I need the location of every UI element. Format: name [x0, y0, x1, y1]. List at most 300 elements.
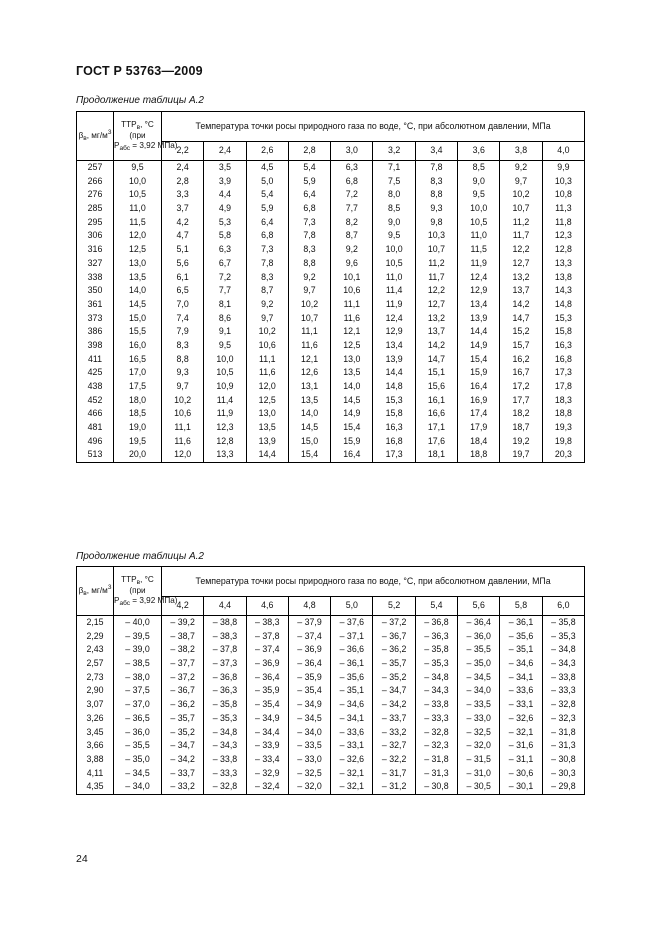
- table-cell: – 38,3: [246, 616, 288, 630]
- table-cell: 11,1: [288, 325, 330, 339]
- table-cell: 6,8: [246, 229, 288, 243]
- table-cell: – 33,4: [246, 753, 288, 767]
- table-cell: 12,8: [204, 435, 246, 449]
- table-cell: – 32,4: [246, 780, 288, 794]
- table-row: [77, 298, 585, 312]
- table-cell: – 36,4: [246, 671, 288, 685]
- table-cell: 12,0: [114, 229, 162, 243]
- pressure-header: 2,8: [288, 142, 330, 161]
- table-cell: 9,2: [246, 298, 288, 312]
- table-cell: 8,0: [373, 188, 415, 202]
- table-cell: 13,4: [373, 339, 415, 353]
- ttp-line-3: [114, 140, 178, 152]
- table-caption: Продолжение таблицы А.2: [76, 551, 204, 562]
- table-cell: 8,3: [288, 243, 330, 257]
- table-cell: 13,5: [246, 421, 288, 435]
- table-header: [77, 112, 585, 161]
- beta-unit: , мг/м: [86, 131, 108, 141]
- beta-subscript: в: [83, 135, 87, 143]
- table-cell: 9,7: [500, 175, 542, 189]
- table-cell: 3,9: [204, 175, 246, 189]
- table-cell: – 36,1: [500, 616, 542, 630]
- table-cell: – 36,8: [204, 671, 246, 685]
- table-cell: – 33,3: [542, 684, 584, 698]
- table-cell: 2,73: [77, 671, 114, 685]
- table-cell: – 32,8: [415, 726, 457, 740]
- table-cell: – 36,8: [415, 616, 457, 630]
- table-cell: 14,7: [500, 312, 542, 326]
- table-cell: – 40,0: [114, 616, 162, 630]
- table-cell: 3,66: [77, 739, 114, 753]
- table-row: [77, 325, 585, 339]
- table-cell: 19,8: [542, 435, 584, 449]
- ttp-symbol: ТТР: [121, 120, 137, 130]
- table-cell: 9,2: [288, 271, 330, 285]
- table-cell: – 32,3: [542, 712, 584, 726]
- table-cell: – 35,7: [162, 712, 204, 726]
- table-cell: – 30,6: [500, 767, 542, 781]
- table-cell: 6,3: [331, 161, 373, 175]
- table-cell: – 32,2: [373, 753, 415, 767]
- table-cell: 15,3: [542, 312, 584, 326]
- table-cell: 5,6: [162, 257, 204, 271]
- table-cell: – 35,5: [114, 739, 162, 753]
- table-cell: 6,8: [288, 202, 330, 216]
- table-cell: 10,0: [458, 202, 500, 216]
- table-cell: 12,4: [373, 312, 415, 326]
- pressure-header: 4,4: [204, 597, 246, 616]
- ttp-subscript: в: [136, 124, 141, 132]
- table-cell: 2,8: [162, 175, 204, 189]
- table-cell: 14,0: [288, 407, 330, 421]
- table-cell: 398: [77, 339, 114, 353]
- table-row: [77, 726, 585, 740]
- table-cell: 9,5: [114, 161, 162, 175]
- table-row: [77, 698, 585, 712]
- table-cell: 12,8: [542, 243, 584, 257]
- table-cell: 7,4: [162, 312, 204, 326]
- column-header-beta: [77, 567, 114, 616]
- table-cell: 7,3: [288, 216, 330, 230]
- ttp-p-value: = 3,92 МПа): [129, 140, 178, 150]
- table-cell: – 31,1: [500, 753, 542, 767]
- table-cell: 18,8: [542, 407, 584, 421]
- table-cell: 14,0: [114, 284, 162, 298]
- table-cell: – 35,1: [331, 684, 373, 698]
- pressure-header: 6,0: [542, 597, 584, 616]
- table-cell: 11,1: [162, 421, 204, 435]
- dew-point-table-2: [76, 566, 585, 795]
- table-cell: – 34,2: [373, 698, 415, 712]
- table-cell: – 33,9: [246, 739, 288, 753]
- table-cell: 20,3: [542, 448, 584, 462]
- table-cell: 15,8: [542, 325, 584, 339]
- table-row: [77, 380, 585, 394]
- table-cell: 16,3: [373, 421, 415, 435]
- table-cell: – 39,2: [162, 616, 204, 630]
- dew-point-table-1: [76, 111, 585, 463]
- table-cell: 4,7: [162, 229, 204, 243]
- table-cell: 8,1: [204, 298, 246, 312]
- table-cell: 3,88: [77, 753, 114, 767]
- table-cell: 10,6: [331, 284, 373, 298]
- table-cell: 3,5: [204, 161, 246, 175]
- table-cell: 513: [77, 448, 114, 462]
- table-cell: – 32,6: [331, 753, 373, 767]
- table-cell: – 35,0: [458, 657, 500, 671]
- table-row: [77, 271, 585, 285]
- table-cell: – 37,5: [114, 684, 162, 698]
- table-cell: 11,1: [246, 353, 288, 367]
- table-row: [77, 312, 585, 326]
- table-cell: 8,8: [415, 188, 457, 202]
- table-cell: 13,9: [246, 435, 288, 449]
- table-cell: 9,2: [500, 161, 542, 175]
- ttp-p-symbol: Р: [114, 140, 120, 150]
- table-cell: 257: [77, 161, 114, 175]
- table-cell: 18,4: [458, 435, 500, 449]
- table-cell: 17,0: [114, 366, 162, 380]
- table-cell: – 33,3: [204, 767, 246, 781]
- table-cell: – 37,4: [288, 630, 330, 644]
- ttp-p-value: = 3,92 МПа): [129, 595, 178, 605]
- table-cell: – 38,2: [162, 643, 204, 657]
- table-cell: 8,3: [246, 271, 288, 285]
- table-cell: – 35,7: [373, 657, 415, 671]
- table-cell: 12,1: [288, 353, 330, 367]
- table-cell: 11,5: [458, 243, 500, 257]
- table-cell: 9,3: [415, 202, 457, 216]
- table-cell: 14,8: [373, 380, 415, 394]
- table-cell: 9,7: [162, 380, 204, 394]
- pressure-header: 4,8: [288, 597, 330, 616]
- table-cell: 8,2: [331, 216, 373, 230]
- table-cell: 13,0: [114, 257, 162, 271]
- table-cell: – 35,2: [373, 671, 415, 685]
- table-cell: – 30,1: [500, 780, 542, 794]
- table-cell: 7,3: [246, 243, 288, 257]
- table-cell: – 37,6: [331, 616, 373, 630]
- table-cell: 17,2: [500, 380, 542, 394]
- table-cell: 5,4: [288, 161, 330, 175]
- table-cell: 15,3: [373, 394, 415, 408]
- table-cell: 452: [77, 394, 114, 408]
- ttp-unit: , °С: [140, 575, 154, 585]
- table-cell: 16,4: [331, 448, 373, 462]
- table-cell: – 30,8: [542, 753, 584, 767]
- ttp-p-subscript: абс: [119, 144, 130, 152]
- table-cell: 17,5: [114, 380, 162, 394]
- table-cell: 14,7: [415, 353, 457, 367]
- table-cell: 12,5: [114, 243, 162, 257]
- table-body: [77, 616, 585, 795]
- table-cell: 13,5: [288, 394, 330, 408]
- table-cell: 496: [77, 435, 114, 449]
- table-cell: 11,6: [162, 435, 204, 449]
- table-row: [77, 435, 585, 449]
- table-cell: 17,9: [458, 421, 500, 435]
- table-cell: 11,8: [542, 216, 584, 230]
- table-cell: 11,9: [373, 298, 415, 312]
- table-cell: 10,8: [542, 188, 584, 202]
- table-cell: – 33,8: [415, 698, 457, 712]
- table-cell: – 36,0: [458, 630, 500, 644]
- pressure-header: 3,6: [458, 142, 500, 161]
- table-cell: – 38,8: [204, 616, 246, 630]
- table-cell: – 32,1: [500, 726, 542, 740]
- table-cell: 2,29: [77, 630, 114, 644]
- table-cell: – 33,5: [288, 739, 330, 753]
- table-cell: 9,8: [415, 216, 457, 230]
- table-cell: 10,7: [288, 312, 330, 326]
- table-row: [77, 767, 585, 781]
- table-cell: – 32,8: [542, 698, 584, 712]
- table-cell: 2,90: [77, 684, 114, 698]
- table-cell: 15,9: [458, 366, 500, 380]
- table-cell: 14,2: [415, 339, 457, 353]
- table-cell: – 37,4: [246, 643, 288, 657]
- table-cell: 5,4: [246, 188, 288, 202]
- table-cell: – 36,9: [288, 643, 330, 657]
- table-cell: – 36,3: [415, 630, 457, 644]
- table-cell: 15,6: [415, 380, 457, 394]
- table-caption: Продолжение таблицы А.2: [76, 95, 204, 106]
- table-cell: 18,0: [114, 394, 162, 408]
- table-cell: – 31,5: [458, 753, 500, 767]
- table-cell: – 32,1: [331, 767, 373, 781]
- table-cell: 10,2: [162, 394, 204, 408]
- table-cell: 276: [77, 188, 114, 202]
- table-cell: – 33,7: [162, 767, 204, 781]
- table-cell: 16,6: [415, 407, 457, 421]
- table-cell: 2,15: [77, 616, 114, 630]
- table-cell: 4,35: [77, 780, 114, 794]
- table-cell: 9,7: [288, 284, 330, 298]
- table-cell: 16,1: [415, 394, 457, 408]
- header-row: [77, 112, 585, 142]
- pressure-header: 5,4: [415, 597, 457, 616]
- table-cell: 9,0: [373, 216, 415, 230]
- table-cell: 10,5: [204, 366, 246, 380]
- table-cell: 12,2: [500, 243, 542, 257]
- table-cell: 11,2: [500, 216, 542, 230]
- pressure-header: 2,4: [204, 142, 246, 161]
- table-cell: 14,4: [246, 448, 288, 462]
- table-cell: 13,9: [373, 353, 415, 367]
- table-cell: 3,7: [162, 202, 204, 216]
- table-cell: 12,2: [415, 284, 457, 298]
- table-row: [77, 284, 585, 298]
- table-cell: – 36,4: [458, 616, 500, 630]
- table-cell: 18,3: [542, 394, 584, 408]
- table-cell: 11,4: [204, 394, 246, 408]
- table-cell: 9,0: [458, 175, 500, 189]
- table-cell: 361: [77, 298, 114, 312]
- table-cell: 6,3: [204, 243, 246, 257]
- table-cell: 10,0: [114, 175, 162, 189]
- table-cell: – 34,9: [246, 712, 288, 726]
- table-cell: 9,3: [162, 366, 204, 380]
- pressure-header: 4,6: [246, 597, 288, 616]
- pressure-header: 5,6: [458, 597, 500, 616]
- table-cell: 9,1: [204, 325, 246, 339]
- table-cell: – 34,5: [458, 671, 500, 685]
- table-cell: 16,7: [500, 366, 542, 380]
- table-cell: 12,0: [162, 448, 204, 462]
- table-cell: – 31,3: [415, 767, 457, 781]
- table-cell: 13,8: [542, 271, 584, 285]
- table-cell: 8,3: [162, 339, 204, 353]
- table-cell: 316: [77, 243, 114, 257]
- table-cell: – 36,6: [331, 643, 373, 657]
- table-cell: – 33,7: [373, 712, 415, 726]
- table-cell: 10,5: [373, 257, 415, 271]
- table-cell: – 34,6: [500, 657, 542, 671]
- table-cell: 5,9: [288, 175, 330, 189]
- table-cell: – 32,5: [288, 767, 330, 781]
- table-cell: – 31,8: [415, 753, 457, 767]
- table-cell: 13,5: [114, 271, 162, 285]
- table-cell: 13,0: [246, 407, 288, 421]
- table-cell: 9,5: [458, 188, 500, 202]
- table-row: [77, 616, 585, 630]
- table-cell: 17,8: [542, 380, 584, 394]
- table-cell: 11,6: [246, 366, 288, 380]
- table-cell: – 35,2: [162, 726, 204, 740]
- pressure-header: 3,2: [373, 142, 415, 161]
- table-row: [77, 216, 585, 230]
- table-cell: 10,7: [500, 202, 542, 216]
- table-cell: 2,4: [162, 161, 204, 175]
- table-row: [77, 671, 585, 685]
- table-cell: – 31,7: [373, 767, 415, 781]
- table-cell: 12,9: [373, 325, 415, 339]
- table-cell: 14,5: [288, 421, 330, 435]
- table-cell: 17,1: [415, 421, 457, 435]
- table-cell: – 35,9: [288, 671, 330, 685]
- table-cell: – 30,8: [415, 780, 457, 794]
- table-cell: 7,9: [162, 325, 204, 339]
- table-cell: – 36,5: [114, 712, 162, 726]
- table-row: [77, 202, 585, 216]
- table-cell: – 34,2: [162, 753, 204, 767]
- table-cell: 8,3: [415, 175, 457, 189]
- table-cell: 15,8: [373, 407, 415, 421]
- table-cell: 16,8: [542, 353, 584, 367]
- beta-symbol: β: [78, 131, 84, 141]
- table-cell: – 33,0: [288, 753, 330, 767]
- table-row: [77, 243, 585, 257]
- table-cell: – 34,0: [288, 726, 330, 740]
- table-cell: 466: [77, 407, 114, 421]
- table-cell: 10,0: [204, 353, 246, 367]
- table-cell: – 34,5: [114, 767, 162, 781]
- table-cell: – 35,3: [415, 657, 457, 671]
- table-cell: 12,3: [542, 229, 584, 243]
- beta-subscript: в: [83, 590, 87, 598]
- table-row: [77, 753, 585, 767]
- table-cell: – 31,0: [458, 767, 500, 781]
- table-cell: 12,5: [246, 394, 288, 408]
- table-cell: 10,7: [415, 243, 457, 257]
- table-cell: – 32,6: [500, 712, 542, 726]
- table-cell: 13,7: [500, 284, 542, 298]
- table-cell: 12,3: [204, 421, 246, 435]
- ttp-subscript: в: [136, 579, 141, 587]
- table-row: [77, 421, 585, 435]
- table-cell: – 32,0: [458, 739, 500, 753]
- table-cell: 19,3: [542, 421, 584, 435]
- beta-unit-superscript: 3: [107, 584, 112, 592]
- table-cell: 5,9: [246, 202, 288, 216]
- table-cell: 15,0: [114, 312, 162, 326]
- table-cell: 327: [77, 257, 114, 271]
- table-cell: 17,4: [458, 407, 500, 421]
- table-cell: 18,1: [415, 448, 457, 462]
- table-cell: 6,5: [162, 284, 204, 298]
- table-cell: 9,9: [542, 161, 584, 175]
- table-cell: 14,5: [114, 298, 162, 312]
- table-cell: – 34,3: [542, 657, 584, 671]
- table-cell: 3,3: [162, 188, 204, 202]
- table-cell: 11,9: [458, 257, 500, 271]
- table-cell: 19,5: [114, 435, 162, 449]
- table-cell: 13,3: [542, 257, 584, 271]
- table-cell: 15,5: [114, 325, 162, 339]
- table-cell: – 30,5: [458, 780, 500, 794]
- table-cell: 7,8: [415, 161, 457, 175]
- table-cell: 13,2: [500, 271, 542, 285]
- table-cell: 3,26: [77, 712, 114, 726]
- table-cell: 14,3: [542, 284, 584, 298]
- table-row: [77, 712, 585, 726]
- table-cell: 6,8: [331, 175, 373, 189]
- table-cell: 11,0: [373, 271, 415, 285]
- table-cell: 11,6: [331, 312, 373, 326]
- table-cell: – 32,0: [288, 780, 330, 794]
- ttp-line-3: [114, 595, 178, 607]
- table-cell: 285: [77, 202, 114, 216]
- table-cell: – 35,3: [204, 712, 246, 726]
- table-cell: 14,4: [458, 325, 500, 339]
- table-cell: – 35,4: [246, 698, 288, 712]
- table-cell: 18,2: [500, 407, 542, 421]
- table-cell: – 31,3: [542, 739, 584, 753]
- table-cell: 8,5: [458, 161, 500, 175]
- table-cell: 8,6: [204, 312, 246, 326]
- table-cell: 15,7: [500, 339, 542, 353]
- table-cell: – 33,6: [500, 684, 542, 698]
- table-cell: 7,7: [204, 284, 246, 298]
- table-cell: – 35,3: [542, 630, 584, 644]
- table-cell: 14,0: [331, 380, 373, 394]
- table-cell: 12,5: [331, 339, 373, 353]
- table-cell: 10,0: [373, 243, 415, 257]
- table-row: [77, 175, 585, 189]
- table-cell: 386: [77, 325, 114, 339]
- pressure-header: 3,4: [415, 142, 457, 161]
- table-cell: – 39,0: [114, 643, 162, 657]
- table-cell: 12,1: [331, 325, 373, 339]
- table-cell: 18,8: [458, 448, 500, 462]
- table-row: [77, 684, 585, 698]
- table-cell: – 33,5: [458, 698, 500, 712]
- ttp-line-2: (при: [129, 586, 146, 596]
- table-cell: 4,2: [162, 216, 204, 230]
- table-cell: – 33,8: [542, 671, 584, 685]
- table-cell: 411: [77, 353, 114, 367]
- table-cell: 6,4: [246, 216, 288, 230]
